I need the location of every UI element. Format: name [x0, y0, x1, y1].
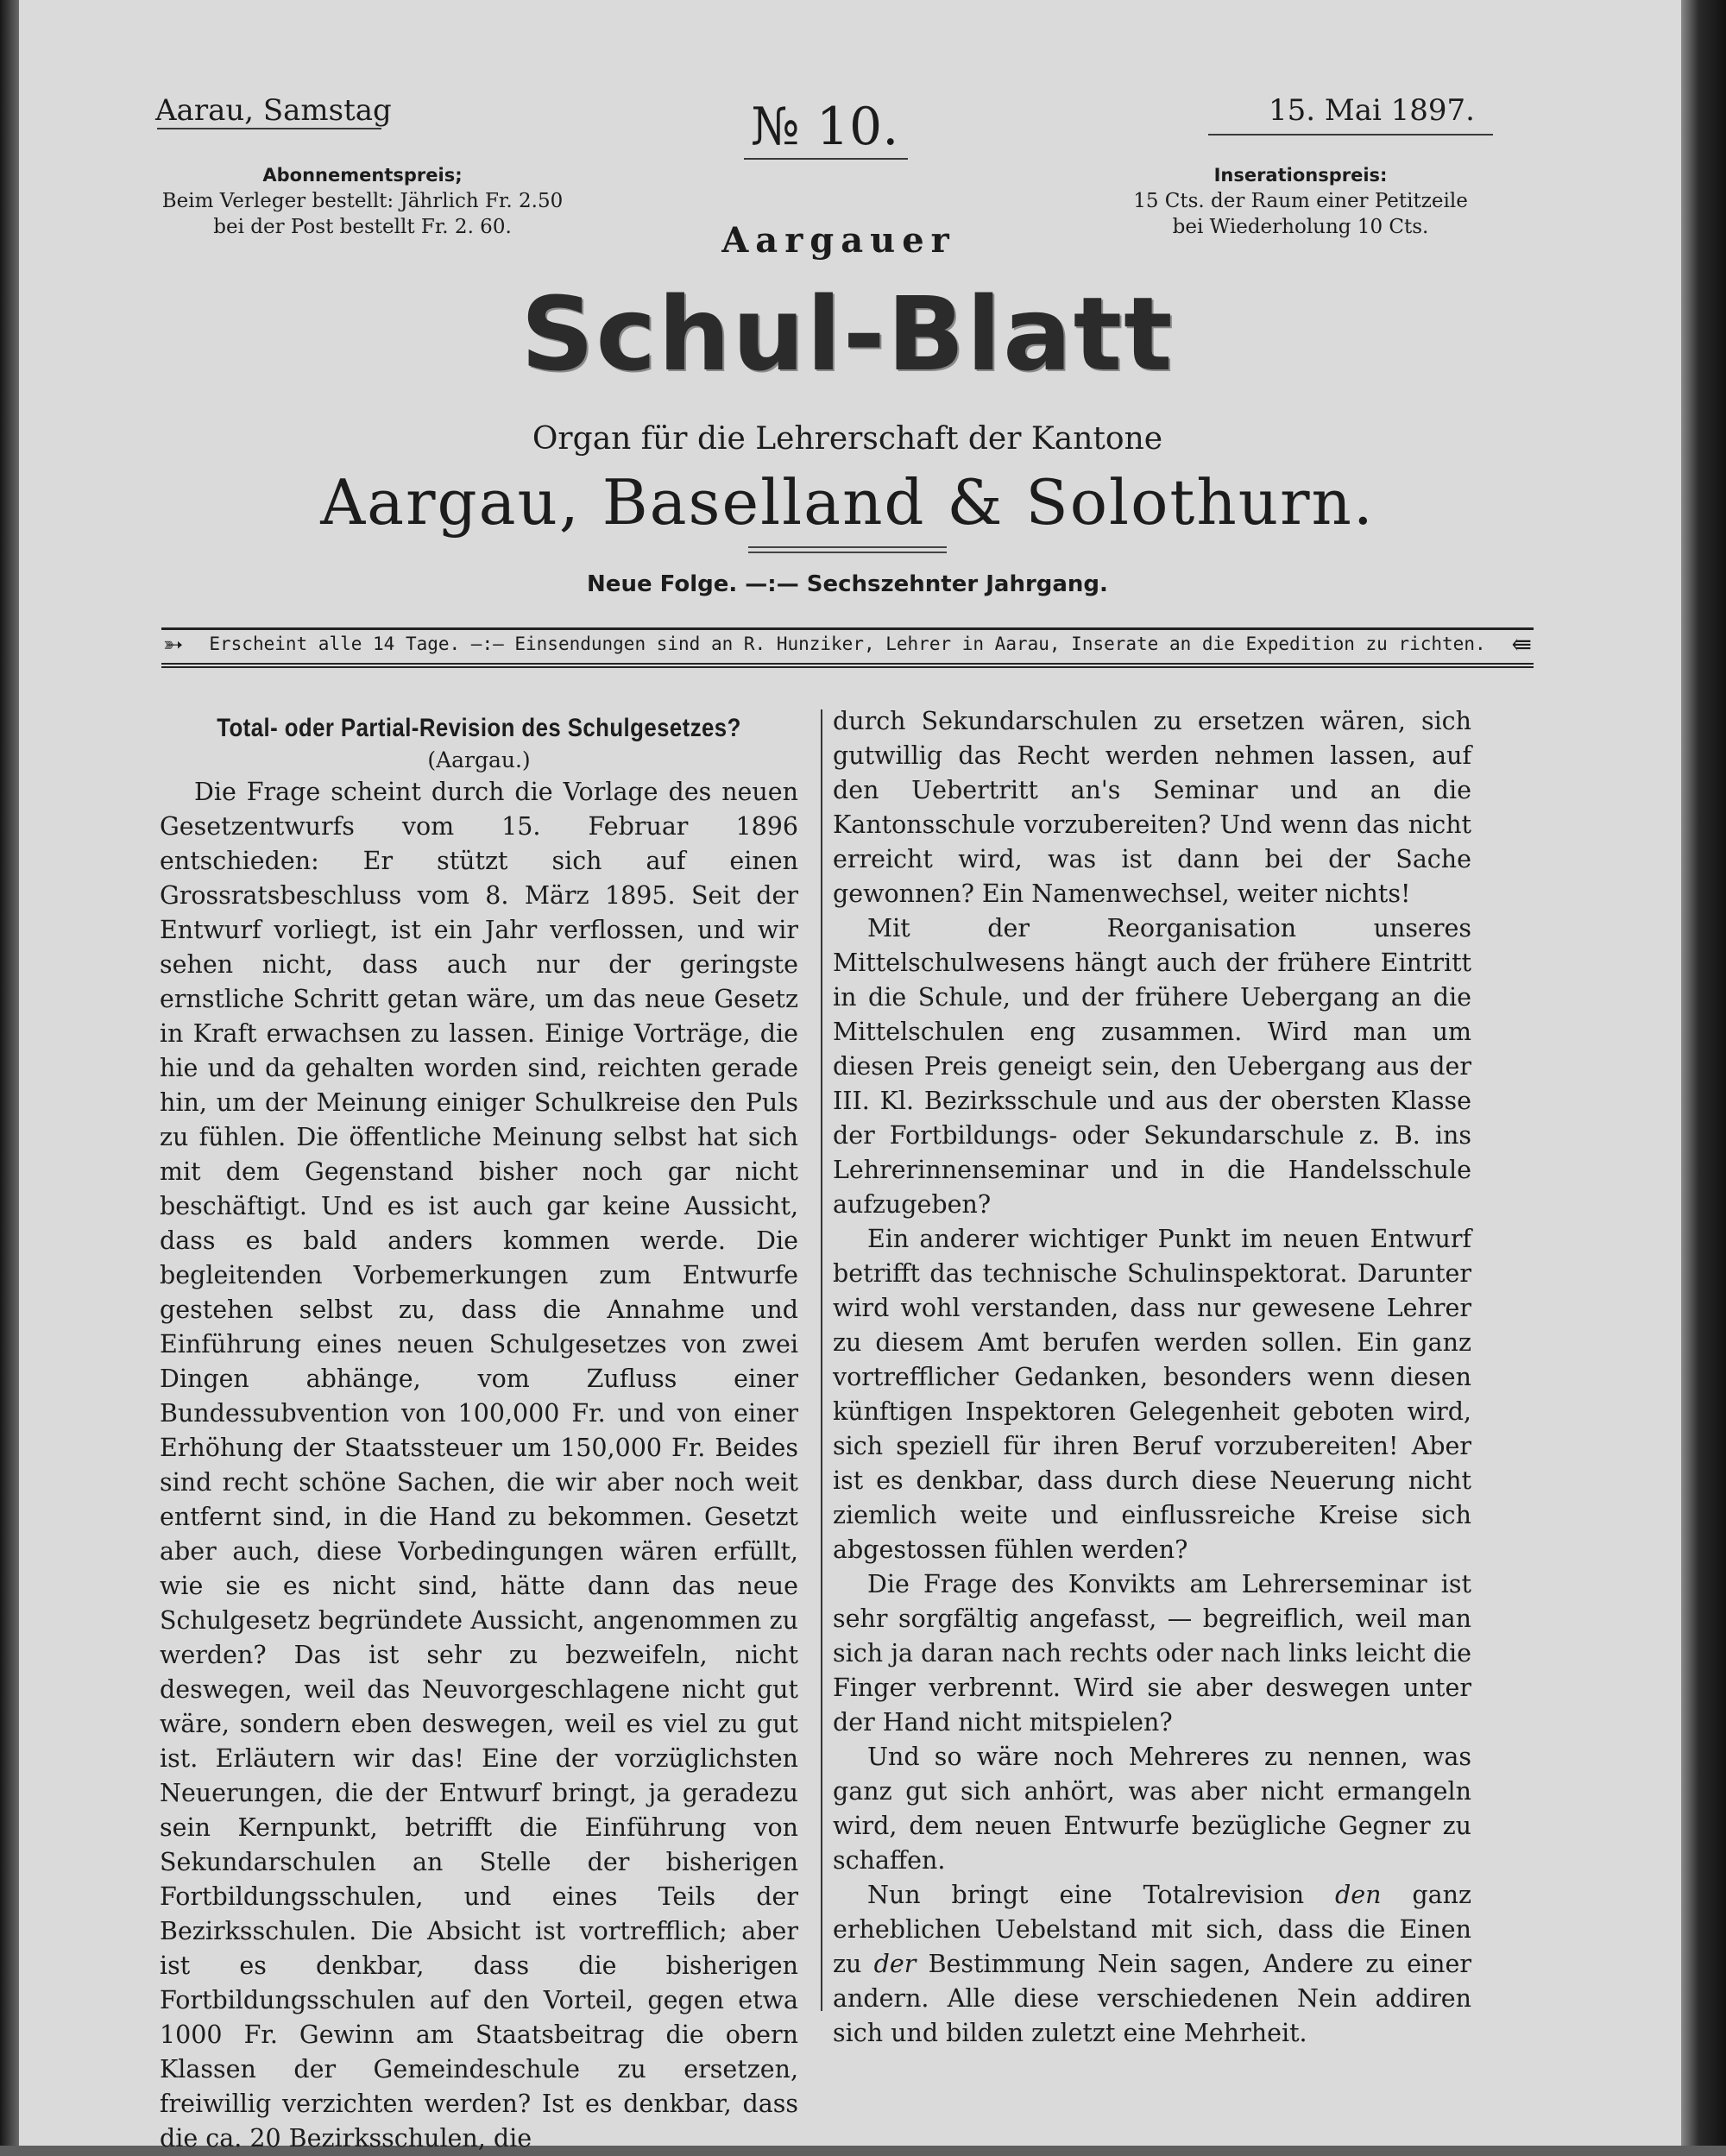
- scan-edge-left: [0, 0, 19, 2146]
- paragraph: Die Frage des Konvikts am Lehrerseminar ist sehr sorgfältig angefasst, — begreiflich, weil man sich ja daran nach rechts oder nach links leicht die Finger verbrennt. Wird sie aber deswegen unter der Hand nicht mitspielen?: [833, 1570, 1471, 1737]
- title-prefix: Aargauer: [721, 220, 956, 261]
- text-run: Bestimmung Nein sagen, Andere zu einer andern. Alle diese verschiedenen Nein addiren sich und bilden zuletzt eine Mehrheit.: [833, 1950, 1471, 2047]
- article-column-left: [160, 709, 798, 2156]
- paragraph: durch Sekundarschulen zu ersetzen wären, sich gutwillig das Recht werden nehmen lassen, auf den Uebertritt an's Seminar und an die Kantonsschule vorzubereiten? Und wenn das nicht erreicht wird, was ist dann bei der Sache gewonnen? Ein Namenwechsel, weiter nichts!: [833, 707, 1471, 908]
- scan-edge-right: [1681, 0, 1726, 2146]
- arrow-right-icon: ➳: [163, 630, 184, 659]
- emphasis: der: [873, 1950, 917, 1978]
- notice-text: Erscheint alle 14 Tage. —:— Einsendungen sind an R. Hunziker, Lehrer in Aarau, Inserate an die Expedition zu richten.: [209, 634, 1486, 654]
- paragraph: [833, 1878, 1471, 2051]
- double-rule-top: [748, 546, 947, 548]
- newspaper-title: Schul-Blatt: [520, 274, 1175, 394]
- text-run: Nun bringt eine Totalrevision: [867, 1881, 1335, 1909]
- newspaper-subtitle: Organ für die Lehrerschaft der Kantone: [532, 421, 1163, 457]
- insertion-line2: bei Wiederholung 10 Cts.: [1172, 216, 1429, 238]
- newspaper-page: [19, 0, 1681, 2153]
- paragraph: Ein anderer wichtiger Punkt im neuen Entwurf betrifft das technische Schulinspektorat. Darunter wird wohl verstanden, dass nur gewesene Lehrer zu diesem Amt berufen werden sollen. Ein ganz vortrefflicher Gedanken, besonders wenn diesen künftigen Inspektoren Gelegenheit geboten wird, sich speziell für ihren Beruf vorzubereiten! Aber ist es denkbar, dass durch diese Neuerung nicht ziemlich weite und einflussreiche Kreise sich abgestossen fühlen werden?: [833, 1225, 1471, 1564]
- paragraph: Die Frage scheint durch die Vorlage des neuen Gesetzentwurfs vom 15. Februar 1896 entschieden: Er stützt sich auf einen Grossratsbeschluss vom 8. März 1895. Seit der Entwurf vorliegt, ist ein Jahr verflossen, und wir sehen nicht, dass auch nur der geringste ernstliche Schritt getan wäre, um das neue Gesetz in Kraft erwachsen zu lassen. Einige Vorträge, die hie und da gehalten worden sind, reichten gerade hin, um der Meinung einiger Schulkreise den Puls zu fühlen. Die öffentliche Meinung selbst hat sich mit dem Gegenstand bisher noch gar nicht beschäftigt. Und es ist auch gar keine Aussicht, dass es bald anders kommen werde. Die begleitenden Vorbemerkungen zum Entwurfe gestehen selbst zu, dass die Annahme und Einführung eines neuen Schulgesetzes von zwei Dingen abhänge, vom Zufluss einer Bundessubvention von 100,000 Fr. und von einer Erhöhung der Staatssteuer um 150,000 Fr. Beides sind recht schöne Sachen, die wir aber noch weit entfernt sind, in die Hand zu bekommen. Gesetzt aber auch, diese Vorbedingungen wären erfüllt, wie sie es nicht sind, hätte dann das neue Schulgesetz begründete Aussicht, angenommen zu werden? Das ist sehr zu bezweifeln, nicht deswegen, weil das Neuvorgeschlagene nicht gut wäre, sondern eben deswegen, weil es viel zu gut ist. Erläutern wir das! Eine der vorzüglichsten Neuerungen, die der Entwurf bringt, ja geradezu sein Kernpunkt, betrifft die Einführung von Sekundarschulen an Stelle der bisherigen Fortbildungsschulen, und eines Teils der Bezirksschulen. Die Absicht ist vortrefflich; aber ist es denkbar, dass die bisherigen Fortbildungsschulen auf den Vorteil, gegen etwa 1000 Fr. Gewinn am Staatsbeitrag die obern Klassen der Gemeindeschule zu ersetzen, freiwillig verzichten werden? Ist es denkbar, dass die ca. 20 Bezirksschulen, die: [160, 778, 798, 2153]
- subscription-line2: bei der Post bestellt Fr. 2. 60.: [213, 216, 512, 238]
- subscription-heading: Abonnementspreis;: [262, 165, 463, 186]
- insertion-line1: 15 Cts. der Raum einer Petitzeile: [1133, 190, 1468, 212]
- article-region: (Aargau.): [427, 747, 531, 772]
- cantons-line: Aargau, Baselland & Solothurn.: [320, 466, 1375, 539]
- paragraph: Und so wäre noch Mehreres zu nennen, was ganz gut sich anhört, was aber nicht ermangeln wird, dem neuen Entwurfe bezügliche Gegner zu schaffen.: [833, 1743, 1471, 1875]
- arrow-left-icon: ⇚: [1511, 630, 1532, 659]
- subscription-line1: Beim Verleger bestellt: Jährlich Fr. 2.50: [161, 190, 564, 212]
- place-day: Aarau, Samstag: [155, 93, 392, 128]
- issue-number: № 10.: [751, 97, 899, 157]
- insertion-heading: Inserationspreis:: [1213, 165, 1388, 186]
- column-divider: [821, 709, 822, 2011]
- double-rule-bottom: [748, 552, 947, 553]
- article-column-right: [833, 704, 1471, 2051]
- issue-date: 15. Mai 1897.: [1269, 93, 1475, 128]
- article-title: Total- oder Partial-Revision des Schulgesetzes?: [217, 714, 741, 742]
- rule-right: [1208, 134, 1493, 136]
- insertion-price: [1098, 162, 1503, 240]
- emphasis: den: [1335, 1881, 1382, 1909]
- subscription-price: [129, 162, 595, 240]
- paragraph: Mit der Reorganisation unseres Mittelschulwesens hängt auch der frühere Eintritt in die Schule, und der frühere Uebergang an die Mittelschulen eng zusammen. Wird man um diesen Preis geneigt sein, den Uebergang aus der III. Kl. Bezirksschule und aus der obersten Klasse der Fortbildungs- oder Sekundarschule z. B. ins Lehrerinnenseminar und in die Handelsschule aufzugeben?: [833, 914, 1471, 1219]
- notice-bar: [161, 627, 1534, 668]
- rule-left: [157, 128, 381, 129]
- rule-issue: [744, 158, 908, 160]
- series-line: Neue Folge. —:— Sechszehnter Jahrgang.: [587, 571, 1108, 597]
- text-run: ganz erheblichen Uebelstand mit sich, dass die Einen zu: [833, 1881, 1471, 1978]
